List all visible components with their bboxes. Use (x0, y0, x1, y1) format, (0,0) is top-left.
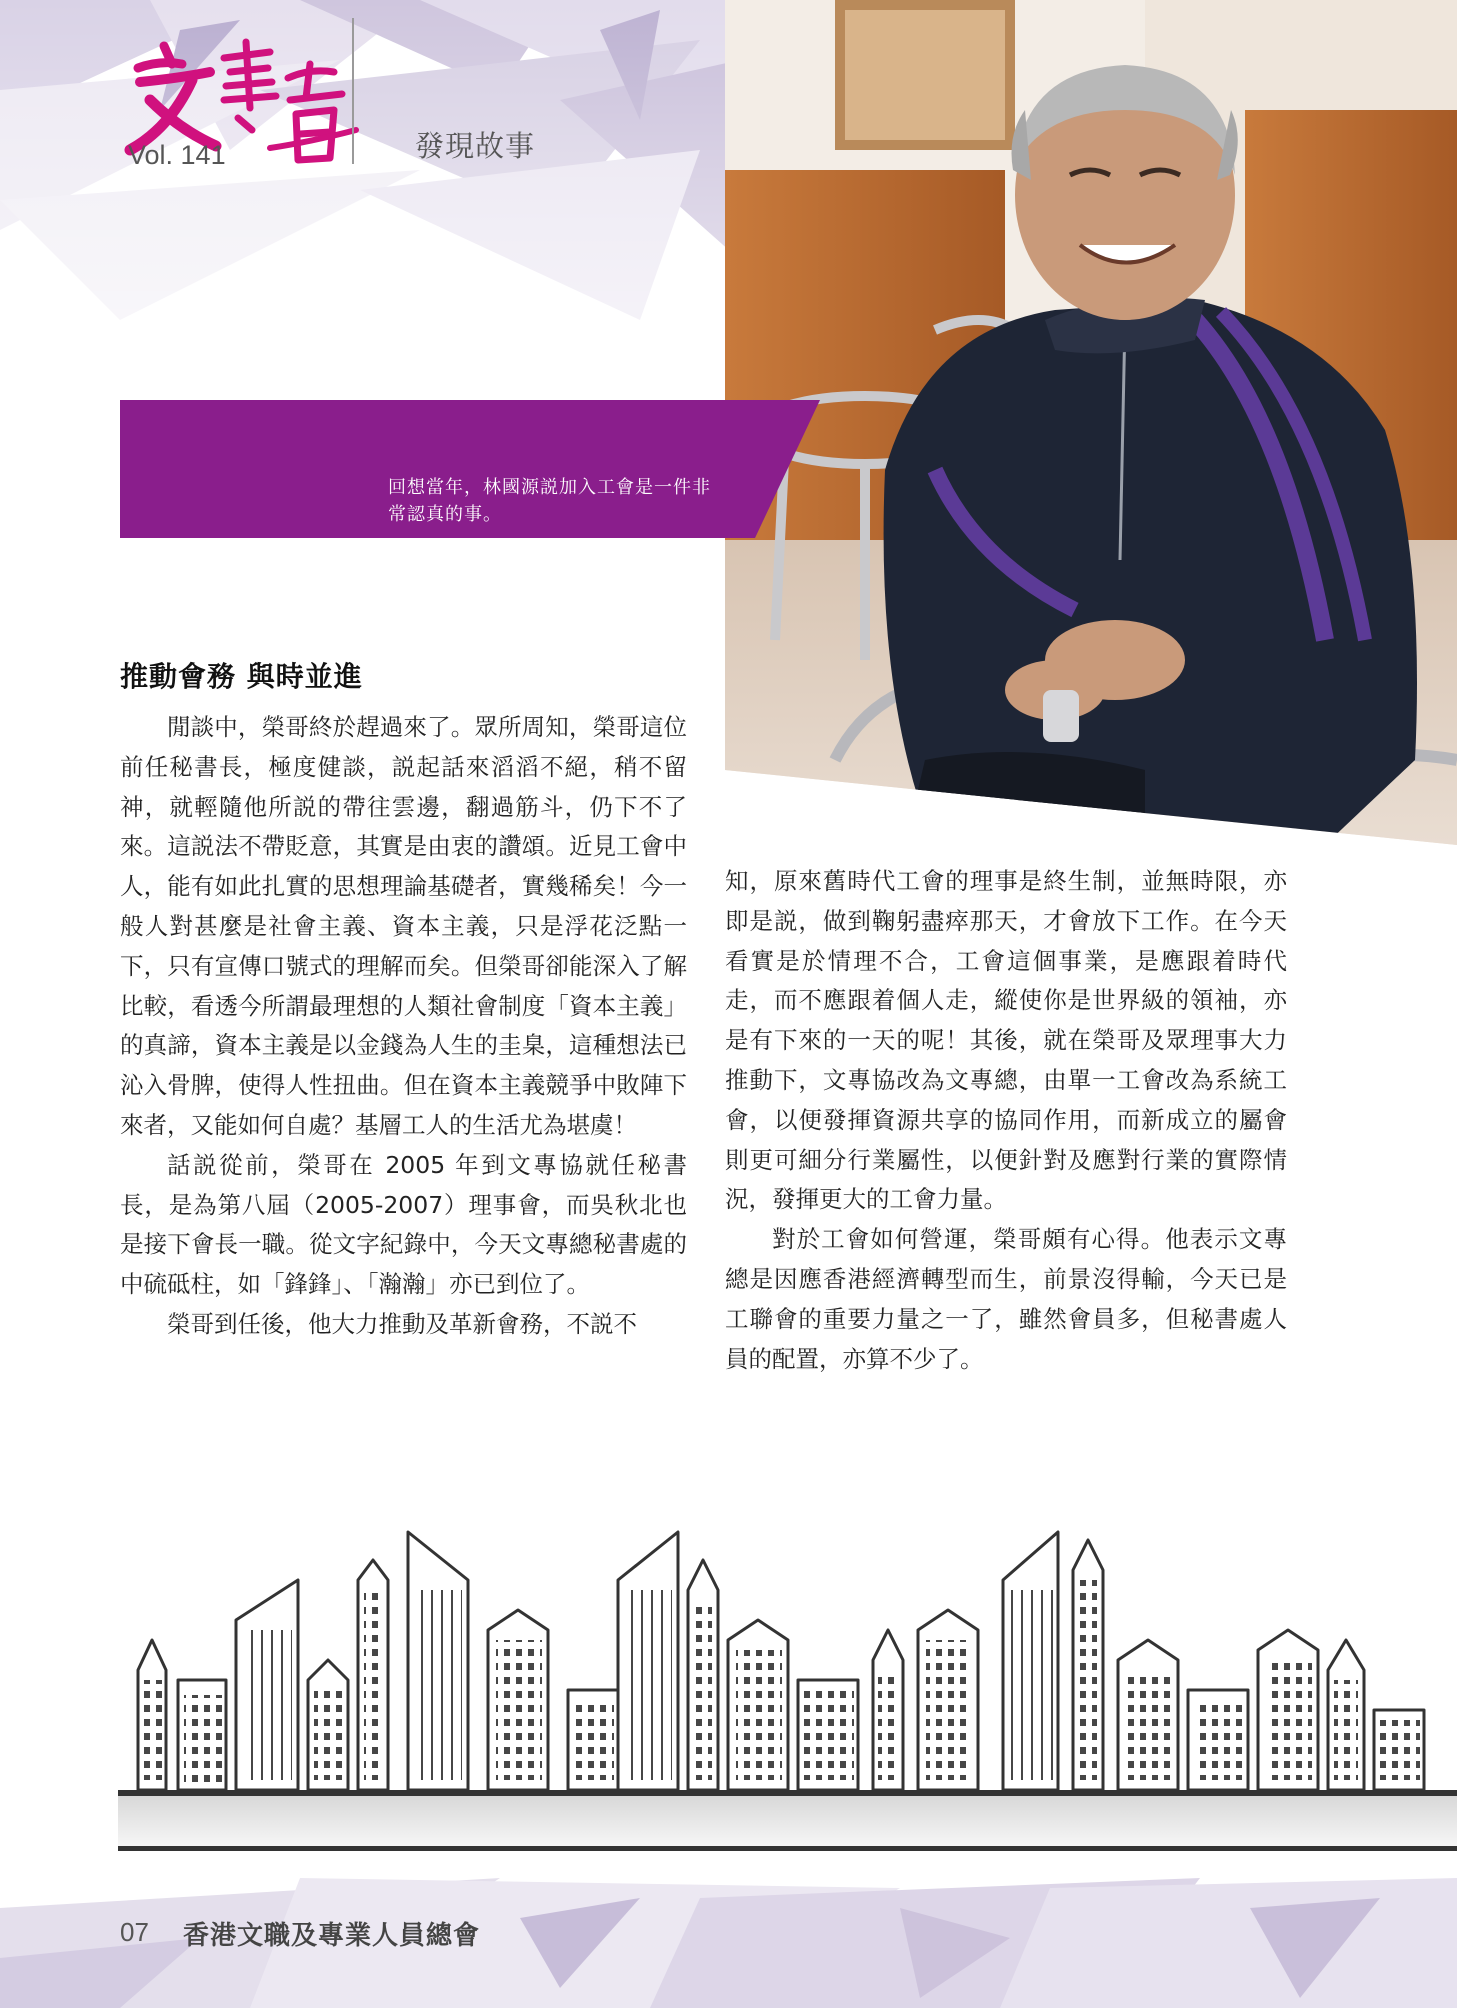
organization-name: 香港文職及專業人員總會 (183, 1921, 481, 1951)
page-number: 07 (120, 1917, 149, 1947)
volume-number: Vol. 141 (128, 140, 226, 170)
photo-caption: 回想當年，林國源説加入工會是一件非常認真的事。 (388, 477, 711, 525)
paragraph: 榮哥到任後，他大力推動及革新會務，不説不 (167, 1309, 637, 1338)
portrait-photo (725, 0, 1457, 845)
paragraph: 閒談中，榮哥終於趕過來了。眾所周知，榮哥這位前任秘書長，極度健談，説起話來滔滔不絕，稍不留神，就輕隨他所説的帶往雲邊，翻過筋斗，仍下不了來。這説法不帶貶意，其實是由衷的讚頌。近見工會中人，能有如此扎實的思想理論基礎者，實幾稀矣！今一般人對甚麼是社會主義、資本主義，只是浮花泛點一下，只有宣傳口號式的理解而矣。但榮哥卻能深入了解比較，看透今所謂最理想的人類社會制度「資本主義」的真諦，資本主義是以金錢為人生的圭臬，這種想法已沁入骨脾，使得人性扭曲。但在資本主義競爭中敗陣下來者，又能如何自處？基層工人的生活尤為堪虞！ (120, 713, 687, 1139)
city-skyline-illustration (118, 1520, 1457, 1860)
header-divider (352, 18, 354, 164)
paragraph: 知，原來舊時代工會的理事是終生制，並無時限，亦即是説，做到鞠躬盡瘁那天，才會放下工作。在今天看實是於情理不合，工會這個事業，是應跟着時代走，而不應跟着個人走，縱使你是世界級的領袖，亦是有下來的一天的呢！其後，就在榮哥及眾理事大力推動下，文專協改為文專總，由單一工會改為系統工會，以便發揮資源共享的協同作用，而新成立的屬會則更可細分行業屬性，以便針對及應對行業的實際情況，發揮更大的工會力量。 (725, 867, 1287, 1214)
article-column-right (725, 862, 1287, 1379)
article-column-left (120, 708, 687, 1345)
paragraph: 對於工會如何營運，榮哥頗有心得。他表示文專總是因應香港經濟轉型而生，前景沒得輸，今天已是工聯會的重要力量之一了，雖然會員多，但秘書處人員的配置，亦算不少了。 (725, 1225, 1287, 1373)
paragraph: 話説從前，榮哥在 2005 年到文專協就任秘書長，是為第八屆（2005-2007）理事會，而吳秋北也是接下會長一職。從文字紀錄中，今天文專總秘書處的中硫砥柱，如「鋒鋒」、「瀚瀚」亦已到位了。 (120, 1150, 687, 1299)
top-decoration (0, 0, 740, 320)
article-heading: 推動會務 與時並進 (120, 660, 363, 693)
section-title: 發現故事 (415, 129, 536, 163)
